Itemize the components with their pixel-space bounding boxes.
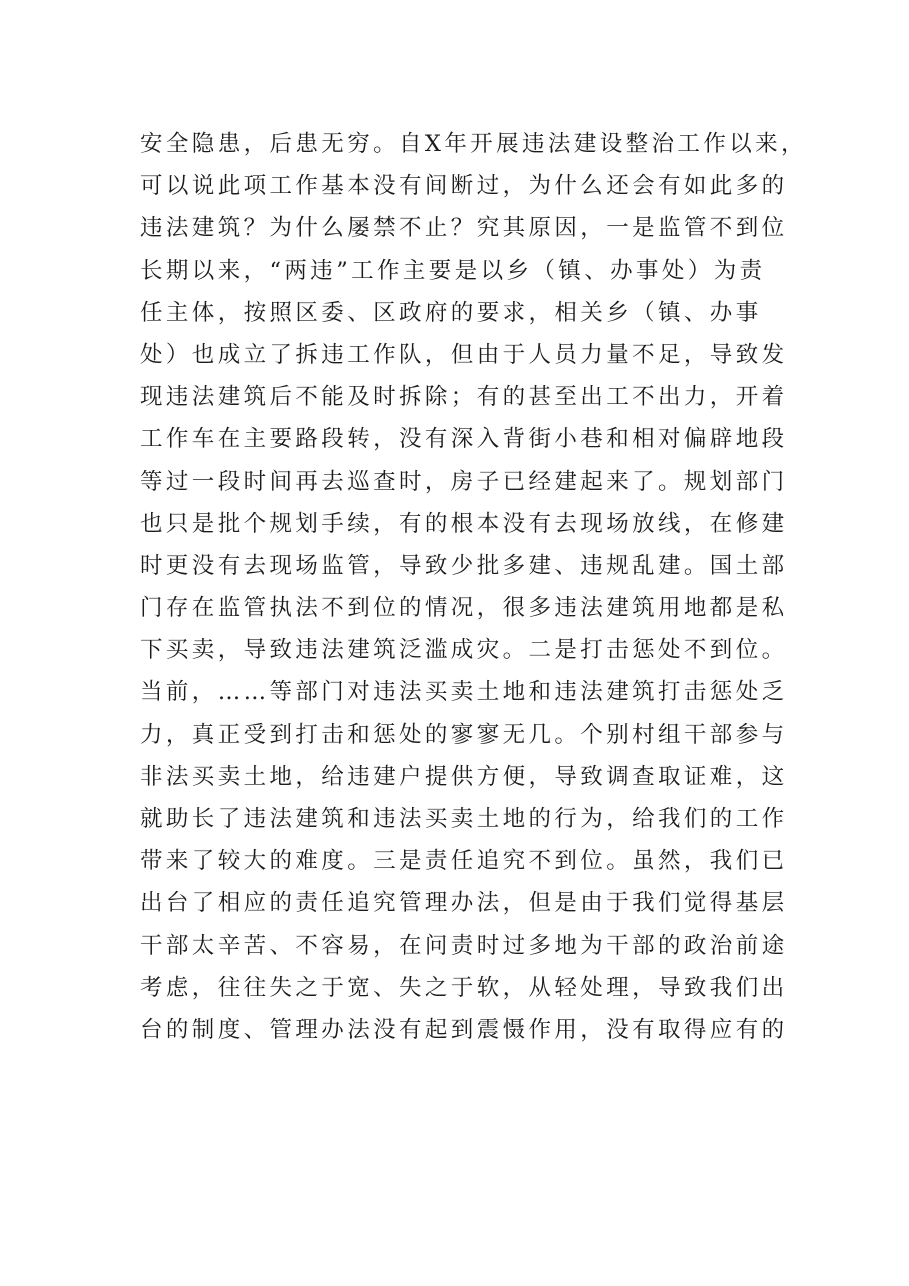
body-paragraph bbox=[140, 123, 807, 1051]
text-line-8: 工作车在主要路段转，没有深入背街小巷和相对偏辟地段 bbox=[140, 426, 788, 453]
text-line-17: 就助长了违法建筑和违法买卖土地的行为，给我们的工作 bbox=[140, 806, 788, 832]
text-line-21: 考虑，往往失之于宽、失之于软，从轻处理，导致我们出 bbox=[140, 974, 788, 1001]
text-line-1: 安全隐患，后患无穷。自X年开展违法建设整治工作以来， bbox=[140, 131, 807, 157]
text-line-22: 台的制度、管理办法没有起到震慑作用，没有取得应有的 bbox=[140, 1016, 788, 1043]
text-line-16: 非法买卖土地，给违建户提供方便，导致调查取证难，这 bbox=[140, 763, 788, 790]
text-line-7: 现违法建筑后不能及时拆除；有的甚至出工不出力，开着 bbox=[140, 384, 788, 411]
text-line-6: 处）也成立了拆违工作队，但由于人员力量不足，导致发 bbox=[140, 341, 788, 368]
text-line-14: 当前，……等部门对违法买卖土地和违法建筑打击惩处乏 bbox=[140, 679, 788, 706]
text-line-13: 下买卖，导致违法建筑泛滥成灾。二是打击惩处不到位。 bbox=[140, 637, 788, 664]
text-line-4: 长期以来，“两违”工作主要是以乡（镇、办事处）为责 bbox=[140, 257, 766, 284]
text-line-19: 出台了相应的责任追究管理办法，但是由于我们觉得基层 bbox=[140, 890, 788, 917]
text-line-11: 时更没有去现场监管，导致少批多建、违规乱建。国土部 bbox=[140, 552, 788, 579]
text-line-5: 任主体，按照区委、区政府的要求，相关乡（镇、办事 bbox=[140, 299, 762, 326]
text-line-18: 带来了较大的难度。三是责任追究不到位。虽然，我们已 bbox=[140, 848, 788, 875]
text-line-3: 违法建筑？为什么屡禁不止？究其原因，一是监管不到位 bbox=[140, 215, 788, 242]
text-line-15: 力，真正受到打击和惩处的寥寥无几。个别村组干部参与 bbox=[140, 721, 788, 748]
text-line-12: 门存在监管执法不到位的情况，很多违法建筑用地都是私 bbox=[140, 595, 788, 622]
text-line-20: 干部太辛苦、不容易，在问责时过多地为干部的政治前途 bbox=[140, 932, 788, 959]
text-line-10: 也只是批个规划手续，有的根本没有去现场放线，在修建 bbox=[140, 510, 788, 537]
text-line-2: 可以说此项工作基本没有间断过，为什么还会有如此多的 bbox=[140, 173, 788, 200]
text-line-9: 等过一段时间再去巡查时，房子已经建起来了。规划部门 bbox=[140, 468, 788, 495]
